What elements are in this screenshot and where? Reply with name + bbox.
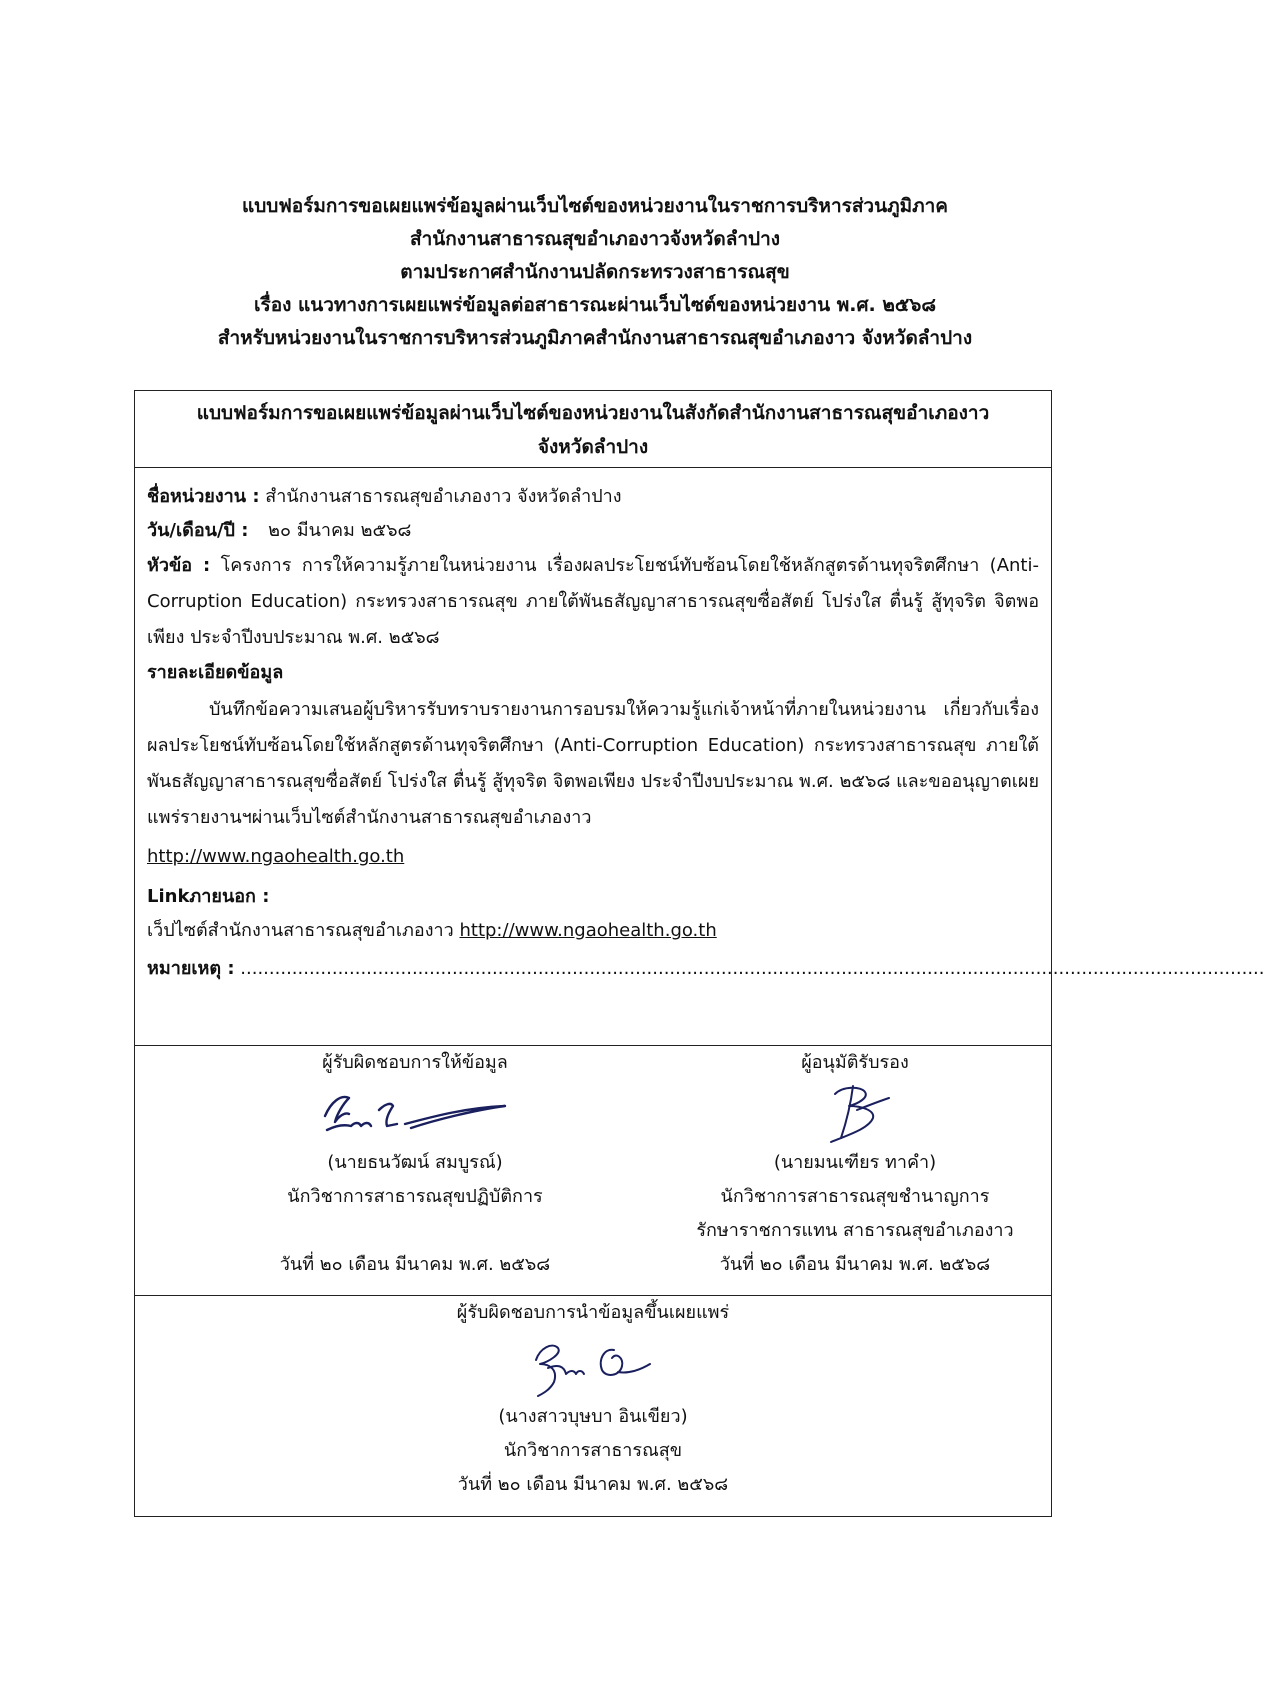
header-line-2: สำนักงานสาธารณสุขอำเภองาวจังหวัดลำปาง: [409, 228, 781, 250]
form-title: [135, 391, 1051, 468]
right-position-2: รักษาราชการแทน สาธารณสุขอำเภองาว: [696, 1220, 1014, 1241]
publisher-signer: [135, 1296, 1051, 1502]
right-position: นักวิชาการสาธารณสุขชำนาญการ: [720, 1186, 990, 1207]
unit-row: [147, 480, 1039, 514]
right-signature-icon: [795, 1080, 915, 1146]
left-role: ผู้รับผิดชอบการให้ข้อมูล: [322, 1052, 508, 1073]
publisher-name: (นางสาวบุษบา อินเขียว): [498, 1406, 688, 1427]
note-label: หมายเหตุ :: [147, 958, 235, 979]
date-value: ๒๐ มีนาคม ๒๕๖๘: [268, 520, 412, 541]
right-signer: [665, 1046, 1045, 1282]
note-row: [147, 952, 1264, 986]
left-date: วันที่ ๒๐ เดือน มีนาคม พ.ศ. ๒๕๖๘: [279, 1254, 551, 1275]
external-text: เว็ปไซต์สำนักงานสาธารณสุขอำเภองาว: [147, 920, 454, 941]
left-signer: [205, 1046, 625, 1282]
topic-row: [147, 548, 1039, 656]
form-title-line-2: จังหวัดลำปาง: [537, 436, 649, 458]
note-dots: ...................................................................................................................................................................................: [240, 958, 1264, 979]
document-header: [130, 190, 1060, 355]
form-title-line-1: แบบฟอร์มการขอเผยแพร่ข้อมูลผ่านเว็บไซต์ของหน่วยงานในสังกัดสำนักงานสาธารณสุขอำเภองาว: [196, 402, 990, 424]
detail-link-row: [147, 840, 1039, 874]
detail-link[interactable]: http://www.ngaohealth.go.th: [147, 846, 405, 867]
date-row: [147, 514, 1039, 548]
right-name: (นายมนเฑียร ทาคำ): [773, 1152, 937, 1173]
topic-label: หัวข้อ :: [147, 555, 211, 576]
external-row: [147, 914, 1039, 948]
topic-value: โครงการ การให้ความรู้ภายในหน่วยงาน เรื่องผลประโยชน์ทับซ้อนโดยใช้หลักสูตรด้านทุจริตศึกษา (Anti-Corruption Education) กระทรวงสาธารณสุข ภายใต้พันธสัญญาสาธารณสุขซื่อสัตย์ โปร่งใส ตื่นรู้ สู้ทุจริต จิตพอเพียง ประจำปีงบประมาณ พ.ศ. ๒๕๖๘: [147, 555, 1039, 648]
form-box: [134, 390, 1264, 1517]
publisher-role: ผู้รับผิดชอบการนำข้อมูลขึ้นเผยแพร่: [456, 1302, 730, 1323]
right-date: วันที่ ๒๐ เดือน มีนาคม พ.ศ. ๒๕๖๘: [719, 1254, 991, 1275]
publisher-position: นักวิชาการสาธารณสุข: [503, 1440, 683, 1461]
detail-value: บันทึกข้อความเสนอผู้บริหารรับทราบรายงานการอบรมให้ความรู้แก่เจ้าหน้าที่ภายในหน่วยงาน เกี่ยวกับเรื่องผลประโยชน์ทับซ้อนโดยใช้หลักสูตรด้านทุจริตศึกษา (Anti-Corruption Education) กระทรวงสาธารณสุข ภายใต้พันธสัญญาสาธารณสุขซื่อสัตย์ โปร่งใส ตื่นรู้ สู้ทุจริต จิตพอเพียง ประจำปีงบประมาณ พ.ศ. ๒๕๖๘ และขออนุญาตเผยแพร่รายงานฯผ่านเว็บไซต์สำนักงานสาธารณสุขอำเภองาว: [147, 699, 1039, 828]
publisher-section: [135, 1296, 1051, 1518]
info-section: [135, 468, 1264, 1046]
date-label: วัน/เดือน/ปี :: [147, 520, 249, 541]
publisher-signature-icon: [518, 1330, 668, 1400]
detail-label: รายละเอียดข้อมูล: [147, 662, 284, 683]
right-role: ผู้อนุมัติรับรอง: [801, 1052, 909, 1073]
external-link[interactable]: http://www.ngaohealth.go.th: [459, 920, 717, 941]
signature-section: [135, 1046, 1051, 1296]
header-line-4: เรื่อง แนวทางการเผยแพร่ข้อมูลต่อสาธารณะผ่านเว็บไซต์ของหน่วยงาน พ.ศ. ๒๕๖๘: [254, 294, 936, 316]
header-line-1: แบบฟอร์มการขอเผยแพร่ข้อมูลผ่านเว็บไซต์ของหน่วยงานในราชการบริหารส่วนภูมิภาค: [241, 195, 949, 217]
left-position: นักวิชาการสาธารณสุขปฏิบัติการ: [287, 1186, 543, 1207]
left-signature-icon: [315, 1080, 515, 1146]
header-line-5: สำหรับหน่วยงานในราชการบริหารส่วนภูมิภาคสำนักงานสาธารณสุขอำเภองาว จังหวัดลำปาง: [217, 327, 973, 349]
publisher-date: วันที่ ๒๐ เดือน มีนาคม พ.ศ. ๒๕๖๘: [457, 1474, 729, 1495]
unit-label: ชื่อหน่วยงาน :: [147, 486, 260, 507]
external-label: Linkภายนอก :: [147, 886, 270, 907]
header-line-3: ตามประกาศสำนักงานปลัดกระทรวงสาธารณสุข: [400, 261, 790, 283]
left-name: (นายธนวัฒน์ สมบูรณ์): [327, 1152, 503, 1173]
unit-value: สำนักงานสาธารณสุขอำเภองาว จังหวัดลำปาง: [265, 486, 622, 507]
